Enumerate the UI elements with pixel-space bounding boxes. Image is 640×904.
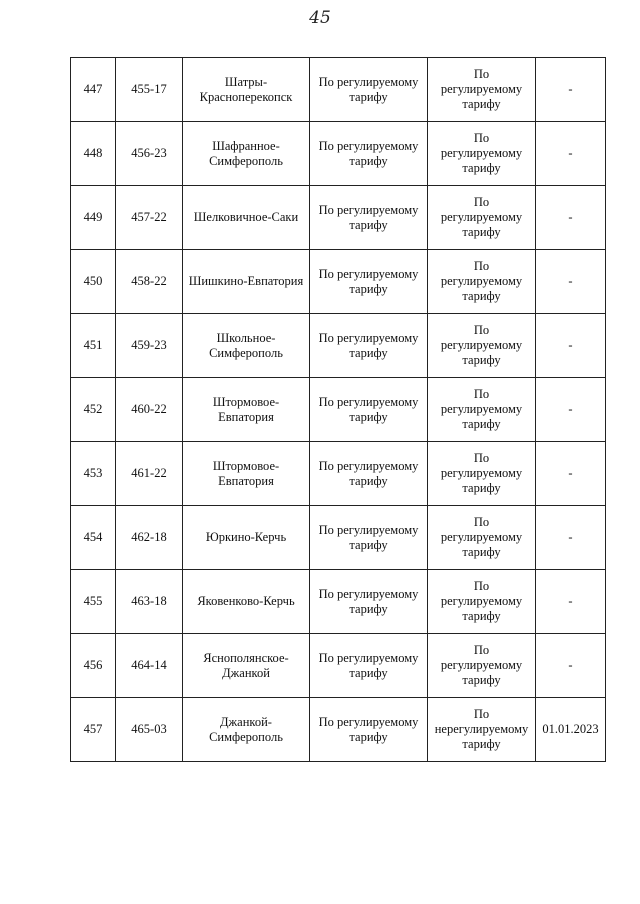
route-code-cell	[116, 186, 183, 250]
row-number-cell	[71, 570, 116, 634]
row-number-cell-text: 453	[83, 466, 103, 480]
route-code-cell-text: 455-17	[131, 82, 167, 96]
date-cell-text: -	[568, 82, 573, 96]
route-code-cell-text: 457-22	[131, 210, 167, 224]
tariff-type-cell	[310, 378, 428, 442]
route-name-cell-text: Шишкино-Евпатория	[188, 274, 304, 288]
route-code-cell	[116, 506, 183, 570]
tariff-mode-cell-text: По регулируемому тарифу	[440, 515, 523, 559]
route-name-cell	[183, 378, 310, 442]
date-cell-text: -	[568, 530, 573, 544]
row-number-cell	[71, 634, 116, 698]
tariff-type-cell	[310, 570, 428, 634]
date-cell-text: -	[568, 274, 573, 288]
route-name-cell	[183, 442, 310, 506]
tariff-mode-cell-text: По регулируемому тарифу	[440, 67, 523, 111]
route-code-cell-text: 463-18	[131, 594, 167, 608]
date-cell	[536, 58, 606, 122]
route-name-cell-text: Джанкой- Симферополь	[209, 714, 283, 744]
date-cell	[536, 186, 606, 250]
row-number-cell	[71, 698, 116, 762]
route-code-cell-text: 460-22	[131, 402, 167, 416]
route-code-cell-text: 458-22	[131, 274, 167, 288]
tariff-type-cell-text: По регулируемому тарифу	[318, 330, 419, 360]
date-cell	[536, 442, 606, 506]
tariff-mode-cell-text: По регулируемому тарифу	[440, 451, 523, 495]
tariff-type-cell-text: По регулируемому тарифу	[318, 650, 419, 680]
route-name-cell-text: Юркино-Керчь	[205, 530, 287, 544]
table-row	[71, 250, 606, 314]
tariff-type-cell	[310, 698, 428, 762]
page-number: 45	[309, 8, 331, 28]
tariff-type-cell-text: По регулируемому тарифу	[318, 266, 419, 296]
date-cell	[536, 122, 606, 186]
tariff-type-cell-text: По регулируемому тарифу	[318, 74, 419, 104]
tariff-type-cell-text: По регулируемому тарифу	[318, 394, 419, 424]
tariff-type-cell	[310, 250, 428, 314]
tariff-mode-cell	[428, 378, 536, 442]
tariff-type-cell	[310, 634, 428, 698]
route-code-cell-text: 464-14	[131, 658, 167, 672]
row-number-cell	[71, 58, 116, 122]
route-code-cell	[116, 314, 183, 378]
table-row	[71, 442, 606, 506]
tariff-mode-cell	[428, 442, 536, 506]
route-name-cell	[183, 634, 310, 698]
table-row	[71, 698, 606, 762]
tariff-mode-cell	[428, 570, 536, 634]
table-row	[71, 634, 606, 698]
route-name-cell-text: Шафранное- Симферополь	[209, 138, 283, 168]
date-cell-text: -	[568, 402, 573, 416]
tariff-type-cell-text: По регулируемому тарифу	[318, 202, 419, 232]
date-cell-text: -	[568, 594, 573, 608]
date-cell-text: -	[568, 210, 573, 224]
tariff-mode-cell	[428, 698, 536, 762]
tariff-type-cell-text: По регулируемому тарифу	[318, 458, 419, 488]
date-cell	[536, 378, 606, 442]
tariff-type-cell-text: По регулируемому тарифу	[318, 714, 419, 744]
tariff-type-cell	[310, 442, 428, 506]
tariff-type-cell-text: По регулируемому тарифу	[318, 138, 419, 168]
row-number-cell-text: 449	[83, 210, 103, 224]
route-name-cell-text: Яснополянское- Джанкой	[203, 650, 289, 680]
tariff-type-cell	[310, 122, 428, 186]
date-cell	[536, 570, 606, 634]
date-cell	[536, 634, 606, 698]
table-row	[71, 122, 606, 186]
route-name-cell	[183, 122, 310, 186]
table-row	[71, 314, 606, 378]
table-row	[71, 58, 606, 122]
route-code-cell	[116, 58, 183, 122]
route-name-cell	[183, 698, 310, 762]
date-cell-text: -	[568, 466, 573, 480]
row-number-cell	[71, 186, 116, 250]
date-cell	[536, 698, 606, 762]
route-code-cell-text: 462-18	[131, 530, 167, 544]
tariff-mode-cell	[428, 122, 536, 186]
route-code-cell	[116, 698, 183, 762]
tariff-type-cell	[310, 186, 428, 250]
route-name-cell	[183, 250, 310, 314]
route-name-cell-text: Яковенково-Керчь	[197, 594, 295, 608]
tariff-mode-cell	[428, 634, 536, 698]
date-cell-text: 01.01.2023	[542, 722, 599, 736]
route-code-cell	[116, 250, 183, 314]
tariff-mode-cell-text: По регулируемому тарифу	[440, 643, 523, 687]
route-code-cell	[116, 122, 183, 186]
route-code-cell	[116, 442, 183, 506]
tariff-mode-cell	[428, 58, 536, 122]
route-name-cell-text: Штормовое- Евпатория	[212, 394, 280, 424]
date-cell	[536, 314, 606, 378]
tariff-mode-cell-text: По регулируемому тарифу	[440, 579, 523, 623]
table-row	[71, 570, 606, 634]
route-code-cell-text: 461-22	[131, 466, 167, 480]
row-number-cell	[71, 442, 116, 506]
route-code-cell	[116, 634, 183, 698]
row-number-cell-text: 448	[83, 146, 103, 160]
date-cell-text: -	[568, 338, 573, 352]
date-cell	[536, 250, 606, 314]
route-code-cell	[116, 570, 183, 634]
row-number-cell-text: 454	[83, 530, 103, 544]
tariff-mode-cell	[428, 314, 536, 378]
tariff-mode-cell-text: По регулируемому тарифу	[440, 195, 523, 239]
row-number-cell	[71, 250, 116, 314]
row-number-cell-text: 456	[83, 658, 103, 672]
routes-table-body	[71, 58, 606, 762]
row-number-cell-text: 447	[83, 82, 103, 96]
tariff-mode-cell-text: По регулируемому тарифу	[440, 131, 523, 175]
tariff-mode-cell-text: По регулируемому тарифу	[440, 323, 523, 367]
route-name-cell-text: Шелковичное-Саки	[193, 210, 299, 224]
routes-table	[70, 57, 606, 762]
date-cell-text: -	[568, 658, 573, 672]
route-name-cell	[183, 186, 310, 250]
tariff-mode-cell	[428, 506, 536, 570]
tariff-mode-cell	[428, 186, 536, 250]
route-name-cell	[183, 314, 310, 378]
tariff-type-cell-text: По регулируемому тарифу	[318, 586, 419, 616]
route-code-cell	[116, 378, 183, 442]
tariff-mode-cell	[428, 250, 536, 314]
tariff-type-cell-text: По регулируемому тарифу	[318, 522, 419, 552]
row-number-cell-text: 455	[83, 594, 103, 608]
route-code-cell-text: 459-23	[131, 338, 167, 352]
row-number-cell-text: 451	[83, 338, 103, 352]
route-name-cell-text: Шатры- Красноперекопск	[199, 74, 293, 104]
tariff-mode-cell-text: По нерегулируемому тарифу	[434, 707, 529, 751]
tariff-mode-cell-text: По регулируемому тарифу	[440, 387, 523, 431]
tariff-type-cell	[310, 506, 428, 570]
row-number-cell	[71, 314, 116, 378]
row-number-cell-text: 450	[83, 274, 103, 288]
tariff-mode-cell-text: По регулируемому тарифу	[440, 259, 523, 303]
tariff-type-cell	[310, 314, 428, 378]
row-number-cell	[71, 378, 116, 442]
row-number-cell	[71, 122, 116, 186]
row-number-cell	[71, 506, 116, 570]
table-row	[71, 506, 606, 570]
row-number-cell-text: 452	[83, 402, 103, 416]
route-code-cell-text: 465-03	[131, 722, 167, 736]
date-cell-text: -	[568, 146, 573, 160]
route-name-cell	[183, 570, 310, 634]
row-number-cell-text: 457	[83, 722, 103, 736]
route-name-cell	[183, 58, 310, 122]
route-code-cell-text: 456-23	[131, 146, 167, 160]
route-name-cell-text: Штормовое- Евпатория	[212, 458, 280, 488]
route-name-cell	[183, 506, 310, 570]
table-row	[71, 186, 606, 250]
date-cell	[536, 506, 606, 570]
tariff-type-cell	[310, 58, 428, 122]
route-name-cell-text: Школьное- Симферополь	[209, 330, 283, 360]
table-row	[71, 378, 606, 442]
